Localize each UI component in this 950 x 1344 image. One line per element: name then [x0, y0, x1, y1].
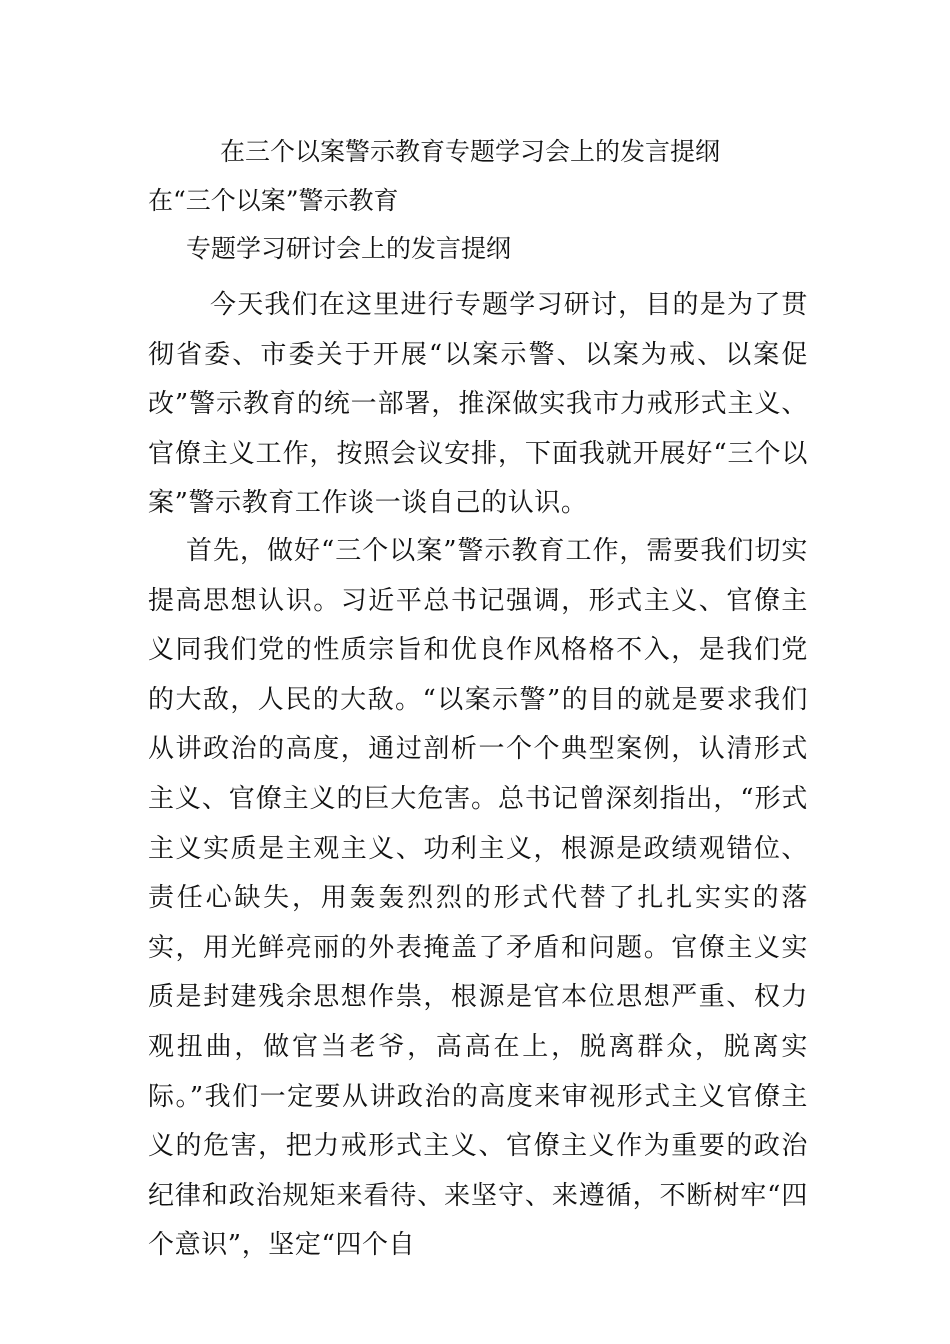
document-subtitle-line1: 在“三个以案”警示教育 [148, 186, 399, 215]
document-title: 在三个以案警示教育专题学习会上的发言提纲 [220, 137, 721, 166]
document-subtitle-line2: 专题学习研讨会上的发言提纲 [186, 234, 512, 263]
body-paragraph-2: 首先，做好“三个以案”警示教育工作，需要我们切实提高思想认识。习近平总书记强调，形式主义、官僚主义同我们党的性质宗旨和优良作风格格不入，是我们党的大敌，人民的大敌。“以案示警”的目的就是要求我们从讲政治的高度，通过剖析一个个典型案例，认清形式主义、官僚主义的巨大危害。总书记曾深刻指出，“形式主义实质是主观主义、功利主义，根源是政绩观错位、责任心缺失，用轰轰烈烈的形式代替了扎扎实实的落实，用光鲜亮丽的外表掩盖了矛盾和问题。官僚主义实质是封建残余思想作祟，根源是官本位思想严重、权力观扭曲，做官当老爷，高高在上，脱离群众，脱离实际。”我们一定要从讲政治的高度来审视形式主义官僚主义的危害，把力戒形式主义、官僚主义作为重要的政治纪律和政治规矩来看待、来坚守、来遵循，不断树牢“四个意识”，坚定“四个自 [148, 536, 808, 1261]
body-paragraph-1: 今天我们在这里进行专题学习研讨，目的是为了贯彻省委、市委关于开展“以案示警、以案为戒、以案促改”警示教育的统一部署，推深做实我市力戒形式主义、官僚主义工作，按照会议安排，下面我就开展好“三个以案”警示教育工作谈一谈自己的认识。 [148, 290, 808, 519]
